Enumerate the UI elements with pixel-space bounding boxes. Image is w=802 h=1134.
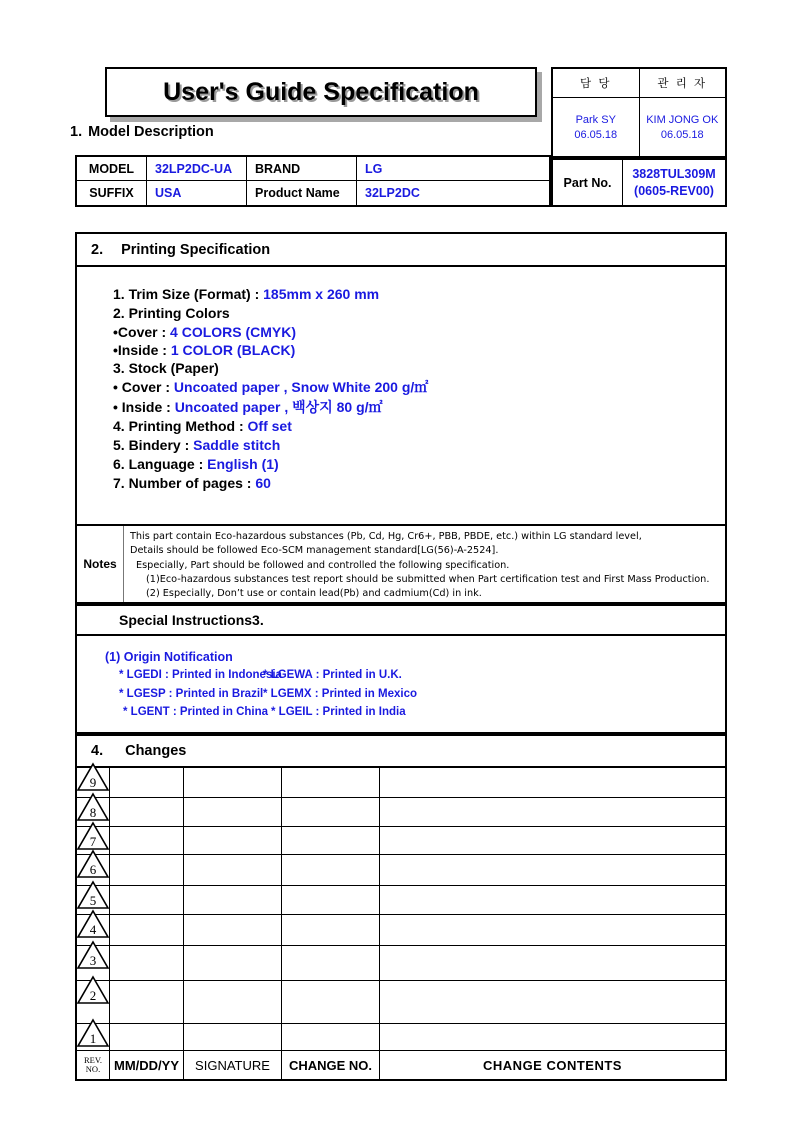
spec-item <box>113 417 725 436</box>
printing-specification-list <box>75 267 727 526</box>
changes-header-row <box>77 1051 725 1079</box>
document-title-box <box>105 67 537 117</box>
notes-line: (2) Especially, Don’t use or contain lead(Pb) and cadmium(Cd) in ink. <box>146 588 482 599</box>
column-header-signature: SIGNATURE <box>184 1051 282 1079</box>
approval-signer-row <box>553 98 725 157</box>
spec-item <box>113 378 725 397</box>
column-header-rev-no <box>77 1051 110 1079</box>
section-2-heading <box>75 232 727 267</box>
change-signature-cell[interactable] <box>184 886 282 914</box>
spec-label: 1. Trim Size (Format) : <box>113 286 264 302</box>
section-1-heading <box>70 124 214 140</box>
change-row[interactable] <box>77 981 725 1024</box>
change-signature-cell[interactable] <box>184 981 282 1023</box>
origin-row <box>105 666 725 685</box>
signer-name: Park SY <box>575 113 616 126</box>
change-signature-cell[interactable] <box>184 855 282 885</box>
change-contents-cell[interactable] <box>380 827 725 854</box>
spec-label: 5. Bindery : <box>113 436 194 453</box>
change-date-cell[interactable] <box>110 886 184 914</box>
change-row[interactable] <box>77 798 725 827</box>
change-signature-cell[interactable] <box>184 915 282 945</box>
change-contents-cell[interactable] <box>380 1024 725 1050</box>
revision-triangle-icon <box>76 940 110 970</box>
change-contents-cell[interactable] <box>380 768 725 797</box>
signer-date: 06.05.18 <box>574 128 618 141</box>
part-number-value <box>623 160 725 205</box>
section-3-heading <box>75 604 727 636</box>
rev-line-2: NO. <box>85 1064 101 1074</box>
spec-value: Uncoated paper , 백상지 80 g/㎡ <box>174 398 383 415</box>
origin-notification-title: (1) Origin Notification <box>105 650 233 664</box>
svg-text:5: 5 <box>89 893 97 908</box>
section-4-heading <box>75 734 727 768</box>
signer-name: KIM JONG OK <box>646 113 719 126</box>
notes-content <box>124 526 725 602</box>
revision-marker-cell <box>77 981 110 1023</box>
spec-value: 1 COLOR (BLACK) <box>170 342 296 359</box>
change-signature-cell[interactable] <box>184 827 282 854</box>
notes-line: Details should be followed Eco-SCM management standard[LG(56)-A-2524]. <box>130 545 499 557</box>
change-number-cell[interactable] <box>282 1024 380 1050</box>
approval-box <box>551 67 727 158</box>
spec-item <box>113 341 725 359</box>
svg-text:2: 2 <box>89 988 97 1003</box>
change-date-cell[interactable] <box>110 827 184 854</box>
change-contents-cell[interactable] <box>380 798 725 826</box>
change-date-cell[interactable] <box>110 855 184 885</box>
origin-right: * LGEIL : Printed in India <box>271 706 406 719</box>
spec-value: Off set <box>247 417 292 434</box>
spec-item <box>113 304 725 323</box>
signer-date: 06.05.18 <box>660 128 704 141</box>
change-signature-cell[interactable] <box>184 768 282 797</box>
model-description-table <box>75 155 551 207</box>
spec-label: • Cover : <box>113 379 174 396</box>
part-number-line2: (0605-REV00) <box>634 183 714 198</box>
change-contents-cell[interactable] <box>380 946 725 980</box>
change-contents-cell[interactable] <box>380 886 725 914</box>
spec-label: 2. Printing Colors <box>113 305 230 322</box>
change-contents-cell[interactable] <box>380 855 725 885</box>
svg-text:8: 8 <box>89 805 97 820</box>
table-row <box>77 181 549 205</box>
product-name-label: Product Name <box>247 181 357 205</box>
change-signature-cell[interactable] <box>184 1024 282 1050</box>
approval-header-manager: 관 리 자 <box>657 78 708 90</box>
change-date-cell[interactable] <box>110 798 184 826</box>
notes-label: Notes <box>77 526 124 602</box>
svg-text:3: 3 <box>89 953 97 968</box>
origin-right: * LGEMX : Printed in Mexico <box>263 687 417 700</box>
notes-line: This part contain Eco-hazardous substances (Pb, Cd, Hg, Cr6+, PBB, PBDE, etc.) within LG standard level, <box>130 531 642 542</box>
spec-label: •Inside : <box>113 342 171 359</box>
rev-line-1: REV. <box>83 1055 103 1066</box>
change-number-cell[interactable] <box>282 768 380 797</box>
section-4-number: 4. <box>91 743 104 759</box>
spec-value: 60 <box>255 474 271 491</box>
approval-header-row <box>553 69 725 98</box>
brand-value: LG <box>365 161 383 176</box>
table-row <box>77 157 549 181</box>
spec-label: 7. Number of pages : <box>113 474 256 491</box>
brand-label: BRAND <box>247 157 357 180</box>
change-contents-cell[interactable] <box>380 915 725 945</box>
revision-triangle-icon <box>76 762 110 792</box>
change-number-cell[interactable] <box>282 981 380 1023</box>
model-label: MODEL <box>77 157 147 180</box>
product-name-value: 32LP2DC <box>365 186 420 200</box>
part-number-label: Part No. <box>553 160 623 205</box>
change-date-cell[interactable] <box>110 1024 184 1050</box>
svg-text:7: 7 <box>89 834 97 849</box>
origin-left: * LGENT : Printed in China <box>123 706 269 719</box>
change-signature-cell[interactable] <box>184 798 282 826</box>
change-date-cell[interactable] <box>110 981 184 1023</box>
revision-triangle-icon <box>76 1018 110 1048</box>
spec-label: • Inside : <box>113 398 175 415</box>
svg-text:1: 1 <box>89 1031 97 1046</box>
change-date-cell[interactable] <box>110 915 184 945</box>
notes-line: (1)Eco-hazardous substances test report should be submitted when Part certification test and First Mass Production. <box>146 573 710 585</box>
change-contents-cell[interactable] <box>380 981 725 1023</box>
spec-value: English (1) <box>207 455 279 472</box>
change-number-cell[interactable] <box>282 946 380 980</box>
change-row[interactable] <box>77 946 725 981</box>
change-number-cell[interactable] <box>282 915 380 945</box>
svg-text:6: 6 <box>89 862 97 877</box>
spec-item <box>113 285 725 304</box>
revision-triangle-icon <box>76 792 110 822</box>
revision-triangle-icon <box>76 849 110 879</box>
origin-row <box>105 703 725 722</box>
change-number-cell[interactable] <box>282 827 380 854</box>
spec-value: Saddle stitch <box>193 436 281 453</box>
change-row[interactable] <box>77 827 725 855</box>
spec-item <box>113 474 725 493</box>
column-header-date: MM/DD/YY <box>110 1051 184 1079</box>
approval-signer-manager <box>640 98 726 157</box>
change-number-cell[interactable] <box>282 886 380 914</box>
change-date-cell[interactable] <box>110 946 184 980</box>
origin-left: * LGEDI : Printed in Indonesia <box>119 669 282 681</box>
change-number-cell[interactable] <box>282 798 380 826</box>
change-row[interactable] <box>77 855 725 886</box>
revision-triangle-icon <box>76 975 110 1005</box>
section-2-title: Printing Specification <box>121 241 271 258</box>
origin-right: * LGEWA : Printed in U.K. <box>263 669 402 681</box>
change-row[interactable] <box>77 886 725 915</box>
origin-left: * LGESP : Printed in Brazil <box>119 687 264 700</box>
suffix-value: USA <box>147 181 247 205</box>
change-row[interactable] <box>77 1024 725 1051</box>
revision-triangle-icon <box>76 821 110 851</box>
svg-text:4: 4 <box>89 922 97 937</box>
change-row[interactable] <box>77 768 725 798</box>
revision-marker-cell <box>77 1024 110 1050</box>
model-value: 32LP2DC-UA <box>147 157 247 180</box>
section-1-number: 1. <box>70 124 83 140</box>
origin-row <box>105 685 725 704</box>
column-header-change-contents: CHANGE CONTENTS <box>483 1057 622 1073</box>
svg-text:9: 9 <box>89 775 97 790</box>
notes-box <box>75 526 727 604</box>
page-title: User's Guide Specification <box>163 77 479 106</box>
spec-item <box>113 323 725 341</box>
spec-label: 6. Language : <box>113 455 208 472</box>
spec-label: 3. Stock (Paper) <box>113 360 219 377</box>
spec-item <box>113 436 725 455</box>
spec-label: •Cover : <box>113 324 171 341</box>
changes-table <box>75 768 727 1081</box>
change-row[interactable] <box>77 915 725 946</box>
approval-signer-charge <box>553 98 640 157</box>
revision-triangle-icon <box>76 909 110 939</box>
approval-header-charge: 담 당 <box>553 69 640 97</box>
section-2-number: 2. <box>91 241 104 258</box>
special-instructions-content <box>75 636 727 734</box>
revision-triangle-icon <box>76 880 110 910</box>
spec-label: 4. Printing Method : <box>113 417 248 434</box>
section-3-title: Special Instructions3. <box>119 612 264 628</box>
section-1-title: Model Description <box>88 124 214 140</box>
spec-item <box>113 359 725 378</box>
change-number-cell[interactable] <box>282 855 380 885</box>
suffix-label: SUFFIX <box>77 181 147 205</box>
spec-value: 185mm x 260 mm <box>263 286 380 302</box>
spec-item <box>113 455 725 474</box>
part-number-line1: 3828TUL309M <box>632 167 716 182</box>
section-4-title: Changes <box>125 743 187 759</box>
part-number-box <box>551 158 727 207</box>
spec-item <box>113 398 725 417</box>
change-date-cell[interactable] <box>110 768 184 797</box>
notes-line: Especially, Part should be followed and controlled the following specification. <box>136 559 510 571</box>
spec-value: Uncoated paper , Snow White 200 g/㎡ <box>173 379 429 396</box>
spec-value: 4 COLORS (CMYK) <box>170 324 297 341</box>
change-signature-cell[interactable] <box>184 946 282 980</box>
column-header-change-no: CHANGE NO. <box>282 1051 380 1079</box>
